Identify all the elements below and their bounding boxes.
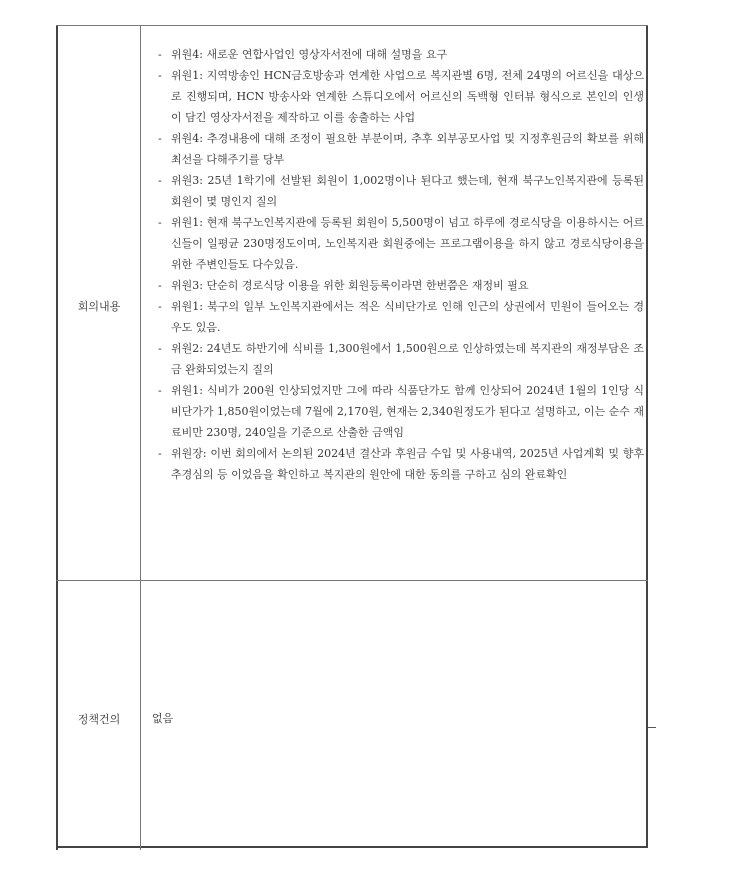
list-item-text: 위원4: 추경내용에 대해 조정이 필요한 부분이며, 추후 외부공모사업 및 지정후원금의 확보를 위해 최선을 다해주기를 당부 xyxy=(171,132,644,166)
list-item: - 위원2: 24년도 하반기에 식비를 1,300원에서 1,500원으로 인상하였는데 복지관의 재정부담은 조금 완화되었는지 질의 xyxy=(158,338,644,380)
list-item: - 위원3: 25년 1학기에 선발된 회원이 1,002명이나 된다고 했는데, 현재 북구노인복지관에 등록된 회원이 몇 명인지 질의 xyxy=(158,170,644,212)
policy-suggestion-label: 정책건의 xyxy=(77,713,121,726)
list-item: - 위원1: 현재 북구노인복지관에 등록된 회원이 5,500명이 넘고 하루에 경로식당을 이용하시는 어르신들이 일평균 230명정도이며, 노인복지관 회원중에는 프로그램이용을 하지 않고 경로식당이용을 위한 주변인들도 다수있음. xyxy=(158,212,644,275)
list-item-text: 위원1: 현재 북구노인복지관에 등록된 회원이 5,500명이 넘고 하루에 경로식당을 이용하시는 어르신들이 일평균 230명정도이며, 노인복지관 회원중에는 프로그램이용을 하지 않고 경로식당이용을 위한 주변인들도 다수있음. xyxy=(171,216,644,271)
list-item: - 위원장: 이번 회의에서 논의된 2024년 결산과 후원금 수입 및 사용내역, 2025년 사업계획 및 향후 추경심의 등 이었음을 확인하고 복지관의 원안에 대한 동의를 구하고 심의 완료확인 xyxy=(158,443,644,485)
list-item-text: 위원1: 식비가 200원 인상되었지만 그에 따라 식품단가도 함께 인상되어 2024년 1월의 1인당 식비단가가 1,850원이었는데 7월에 2,170원, 현재는 2,340원정도가 된다고 설명하고, 이는 순수 재료비만 230명, 240일을 기준으로 산출한 금액임 xyxy=(171,384,644,439)
list-item-text: 위원2: 24년도 하반기에 식비를 1,300원에서 1,500원으로 인상하였는데 복지관의 재정부담은 조금 완화되었는지 질의 xyxy=(171,342,644,376)
table-row-divider xyxy=(56,580,648,581)
table-column-divider xyxy=(140,25,141,850)
list-item: - 위원4: 새로운 연합사업인 영상자서전에 대해 설명을 요구 xyxy=(158,44,644,65)
list-item: - 위원4: 추경내용에 대해 조정이 필요한 부분이며, 추후 외부공모사업 및 지정후원금의 확보를 위해 최선을 다해주기를 당부 xyxy=(158,128,644,170)
margin-tick xyxy=(648,727,656,728)
table-top-border xyxy=(56,25,648,26)
list-item-text: 위원4: 새로운 연합사업인 영상자서전에 대해 설명을 요구 xyxy=(171,48,448,61)
list-item-text: 위원1: 북구의 일부 노인복지관에서는 적은 식비단가로 인해 인근의 상권에서 민원이 들어오는 경우도 있음. xyxy=(171,300,644,334)
list-item: - 위원3: 단순히 경로식당 이용을 위한 회원등록이라면 한번쯤은 재정비 필요 xyxy=(158,275,644,296)
list-item: - 위원1: 식비가 200원 인상되었지만 그에 따라 식품단가도 함께 인상되어 2024년 1월의 1인당 식비단가가 1,850원이었는데 7월에 2,170원, 현재는 2,340원정도가 된다고 설명하고, 이는 순수 재료비만 230명, 240일을 기준으로 산출한 금액임 xyxy=(158,380,644,443)
list-item-text: 위원3: 단순히 경로식당 이용을 위한 회원등록이라면 한번쯤은 재정비 필요 xyxy=(171,279,529,292)
policy-suggestion-value: 없음 xyxy=(152,712,174,725)
list-item-text: 위원3: 25년 1학기에 선발된 회원이 1,002명이나 된다고 했는데, 현재 북구노인복지관에 등록된 회원이 몇 명인지 질의 xyxy=(171,174,644,208)
list-item: - 위원1: 북구의 일부 노인복지관에서는 적은 식비단가로 인해 인근의 상권에서 민원이 들어오는 경우도 있음. xyxy=(158,296,644,338)
list-item: - 위원1: 지역방송인 HCN금호방송과 연계한 사업으로 복지관별 6명, 전체 24명의 어르신을 대상으로 진행되며, HCN 방송사와 연계한 스튜디오에서 어르신의 독백형 인터뷰 형식으로 본인의 인생이 담긴 영상자서전을 제작하고 이를 송출하는 사업 xyxy=(158,65,644,128)
meeting-content-label: 회의내용 xyxy=(77,300,121,313)
list-item-text: 위원장: 이번 회의에서 논의된 2024년 결산과 후원금 수입 및 사용내역, 2025년 사업계획 및 향후 추경심의 등 이었음을 확인하고 복지관의 원안에 대한 동의를 구하고 심의 완료확인 xyxy=(171,447,644,481)
list-item-text: 위원1: 지역방송인 HCN금호방송과 연계한 사업으로 복지관별 6명, 전체 24명의 어르신을 대상으로 진행되며, HCN 방송사와 연계한 스튜디오에서 어르신의 독백형 인터뷰 형식으로 본인의 인생이 담긴 영상자서전을 제작하고 이를 송출하는 사업 xyxy=(171,69,644,124)
meeting-content-list xyxy=(158,44,644,485)
